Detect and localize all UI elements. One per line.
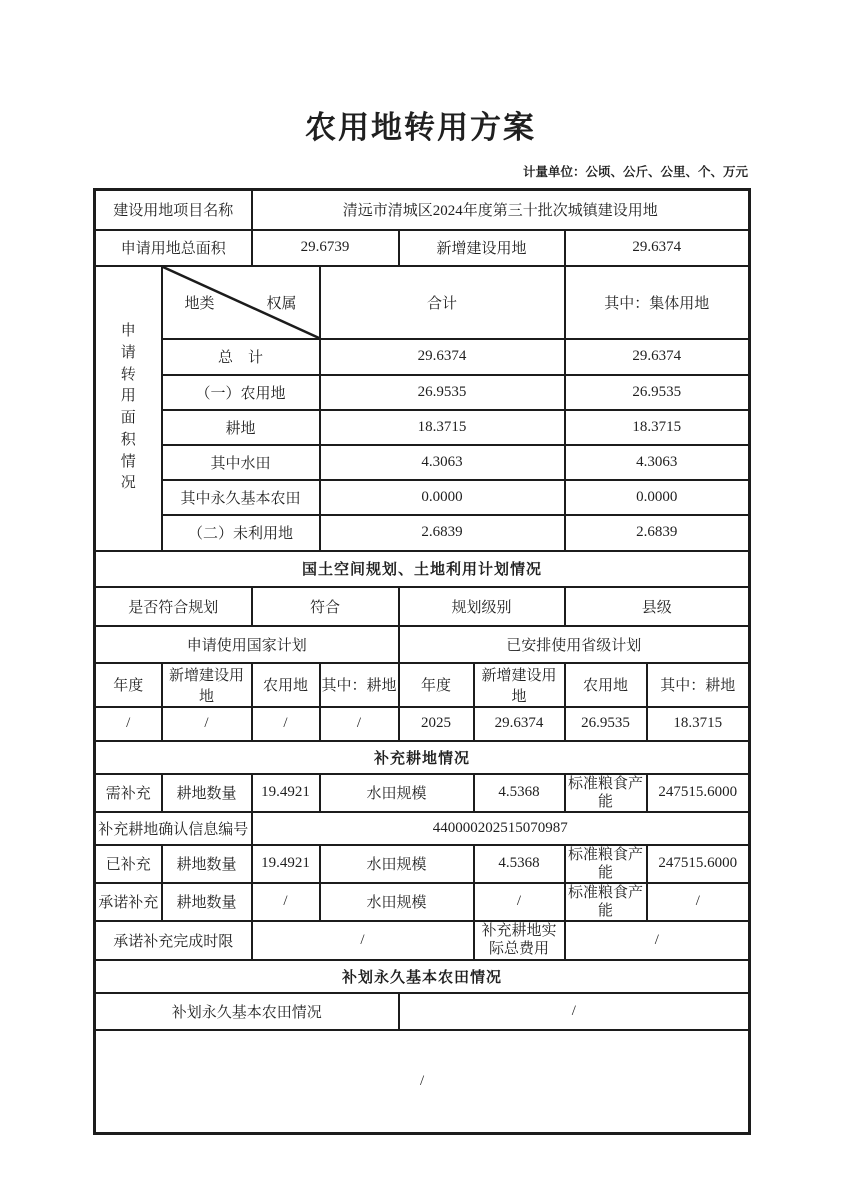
capacity-value: 247515.6000 [647,845,750,883]
new-land-label: 新增建设用地 [399,230,565,266]
paddy-value: 4.5368 [474,774,565,812]
section-header-supplement: 补充耕地情况 [95,741,750,774]
plan-value: / [95,707,162,741]
confirm-number-label: 补充耕地确认信息编号 [95,812,252,845]
plan-value: / [320,707,399,741]
deadline-value: / [252,921,474,961]
conversion-row-label: 总 计 [162,339,320,375]
conversion-row [95,480,750,515]
plan-group-row [95,626,750,663]
farmland-section-row [95,960,750,993]
supplement-need-row [95,774,750,812]
plan-values-row [95,707,750,741]
planning-section-row [95,551,750,587]
form-table [93,188,751,1135]
planning-compliance-row [95,587,750,626]
plan-value: 26.9535 [565,707,647,741]
conversion-collective-value: 29.6374 [565,339,750,375]
plan-col-header: 年度 [399,663,474,707]
conversion-total-value: 18.3715 [320,410,565,445]
cost-label: 补充耕地实际总费用 [474,921,565,961]
conversion-row-label: （二）未利用地 [162,515,320,551]
conversion-collective-value: 4.3063 [565,445,750,480]
national-plan-header: 申请使用国家计划 [95,626,399,663]
farmland-row-label: 补划永久基本农田情况 [95,993,399,1030]
conversion-side-label: 申请转用面积情况 [120,323,136,492]
total-area-label: 申请用地总面积 [95,230,252,266]
qty-label: 耕地数量 [162,883,252,921]
diagonal-header-cell [162,266,320,339]
plan-columns-row [95,663,750,707]
conversion-total-value: 29.6374 [320,339,565,375]
conversion-row-label: 耕地 [162,410,320,445]
remark-row [95,1030,750,1133]
paddy-value: / [474,883,565,921]
conversion-row [95,445,750,480]
plan-col-header: 其中：耕地 [320,663,399,707]
supplement-done-row [95,845,750,883]
conversion-collective-value: 18.3715 [565,410,750,445]
new-land-value: 29.6374 [565,230,750,266]
conversion-total-value: 4.3063 [320,445,565,480]
conversion-side-label-cell [95,266,162,551]
paddy-label: 水田规模 [320,845,474,883]
qty-value: / [252,883,320,921]
corner-label-ownership: 权属 [266,295,297,312]
paddy-value: 4.5368 [474,845,565,883]
conversion-row [95,339,750,375]
plan-value: 18.3715 [647,707,750,741]
capacity-value: 247515.6000 [647,774,750,812]
conversion-collective-value: 2.6839 [565,515,750,551]
supplement-type-label: 已补充 [95,845,162,883]
column-header-collective: 其中：集体用地 [565,266,750,339]
qty-value: 19.4921 [252,774,320,812]
project-name-label: 建设用地项目名称 [95,190,252,230]
conversion-row [95,515,750,551]
total-area-value: 29.6739 [252,230,399,266]
plan-value: / [252,707,320,741]
plan-col-header: 其中：耕地 [647,663,750,707]
plan-level-label: 规划级别 [399,587,565,626]
deadline-label: 承诺补充完成时限 [95,921,252,961]
qty-label: 耕地数量 [162,774,252,812]
conversion-row-label: 其中永久基本农田 [162,480,320,515]
conversion-collective-value: 26.9535 [565,375,750,410]
plan-col-header: 年度 [95,663,162,707]
qty-label: 耕地数量 [162,845,252,883]
supplement-type-label: 承诺补充 [95,883,162,921]
corner-label-landtype: 地类 [184,295,215,312]
plan-value: / [162,707,252,741]
paddy-label: 水田规模 [320,883,474,921]
deadline-row [95,921,750,961]
conversion-header-row [95,266,750,339]
conversion-collective-value: 0.0000 [565,480,750,515]
plan-level-value: 县级 [565,587,750,626]
plan-col-header: 农用地 [252,663,320,707]
plan-col-header: 农用地 [565,663,647,707]
provincial-plan-header: 已安排使用省级计划 [399,626,750,663]
conversion-row-label: 其中水田 [162,445,320,480]
capacity-label: 标准粮食产能 [565,883,647,921]
compliance-label: 是否符合规划 [95,587,252,626]
plan-col-header: 新增建设用地 [162,663,252,707]
page-title: 农用地转用方案 [305,110,536,145]
confirm-number-row [95,812,750,845]
plan-value: 2025 [399,707,474,741]
qty-value: 19.4921 [252,845,320,883]
conversion-row-label: （一）农用地 [162,375,320,410]
conversion-row [95,375,750,410]
section-header-farmland: 补划永久基本农田情况 [95,960,750,993]
farmland-row-value: / [399,993,750,1030]
project-name-row [95,190,750,230]
capacity-label: 标准粮食产能 [565,774,647,812]
conversion-total-value: 0.0000 [320,480,565,515]
plan-col-header: 新增建设用地 [474,663,565,707]
section-header-planning: 国土空间规划、土地利用计划情况 [95,551,750,587]
supplement-section-row [95,741,750,774]
unit-note: 计量单位：公顷、公斤、公里、个、万元 [522,165,748,179]
conversion-total-value: 2.6839 [320,515,565,551]
confirm-number-value: 440000202515070987 [252,812,750,845]
farmland-row [95,993,750,1030]
capacity-label: 标准粮食产能 [565,845,647,883]
conversion-row [95,410,750,445]
conversion-total-value: 26.9535 [320,375,565,410]
column-header-total: 合计 [320,266,565,339]
plan-value: 29.6374 [474,707,565,741]
supplement-promised-row [95,883,750,921]
paddy-label: 水田规模 [320,774,474,812]
supplement-type-label: 需补充 [95,774,162,812]
cost-value: / [565,921,750,961]
capacity-value: / [647,883,750,921]
total-area-row [95,230,750,266]
remark-cell: / [95,1030,750,1133]
project-name-value: 清远市清城区2024年度第三十批次城镇建设用地 [252,190,750,230]
compliance-value: 符合 [252,587,399,626]
